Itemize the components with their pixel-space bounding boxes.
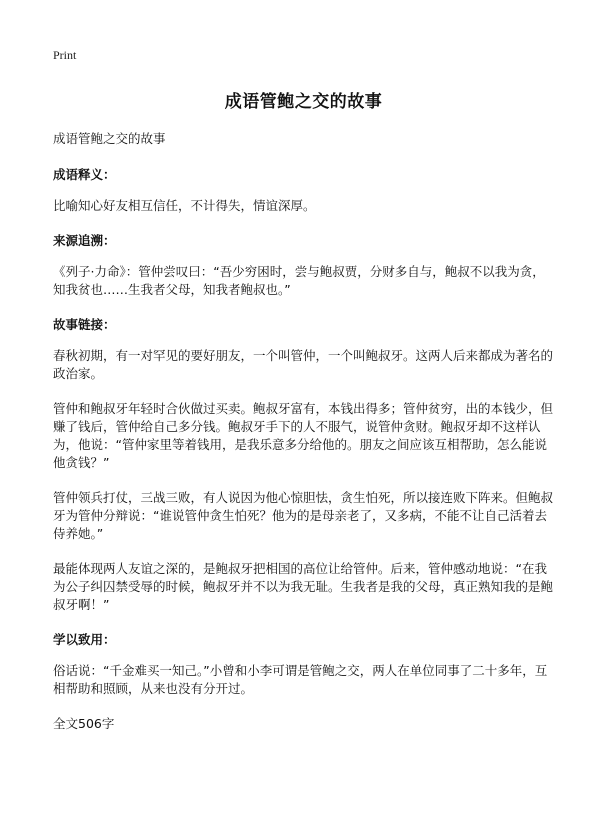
section-heading-story: 故事链接：: [53, 317, 116, 332]
section-origin: [53, 232, 554, 299]
origin-paragraph: 《列子·力命》：管仲尝叹曰：“吾少穷困时，尝与鲍叔贾，分财多自与，鲍叔不以我为贪，知我贫也……生我者父母，知我者鲍叔也。”: [53, 264, 545, 297]
section-usage: [53, 631, 554, 698]
article-subtitle: 成语管鲍之交的故事: [53, 131, 166, 146]
section-heading-meaning: 成语释义：: [53, 167, 116, 182]
print-link[interactable]: Print: [53, 48, 77, 62]
section-heading-usage: 学以致用：: [53, 632, 116, 647]
meaning-paragraph: 比喻知心好友相互信任，不计得失，情谊深厚。: [53, 198, 316, 213]
page-title: 成语管鲍之交的故事: [224, 92, 383, 112]
section-story: [53, 316, 554, 614]
story-paragraph-1: 春秋初期，有一对罕见的要好朋友，一个叫管仲，一个叫鲍叔牙。这两人后来都成为著名的政治家。: [53, 348, 554, 381]
story-paragraph-2: 管仲和鲍叔牙年轻时合伙做过买卖。鲍叔牙富有，本钱出得多；管仲贫穷，出的本钱少，但赚了钱后，管仲给自己多分钱。鲍叔牙手下的人不服气，说管仲贪财。鲍叔牙却不这样认为，他说：“管仲家里等着钱用，是我乐意多分给他的。朋友之间应该互相帮助，怎么能说他贪钱？”: [53, 401, 554, 470]
story-paragraph-3: 管仲领兵打仗，三战三败，有人说因为他心惊胆怯，贪生怕死，所以接连败下阵来。但鲍叔牙为管仲分辩说：“谁说管仲贪生怕死？他为的是母亲老了，又多病，不能不让自己活着去侍养她。”: [53, 490, 554, 541]
section-meaning: [53, 166, 554, 215]
word-count: 全文506字: [53, 716, 115, 731]
usage-paragraph: 俗话说：“千金难买一知己。”小曾和小李可谓是管鲍之交，两人在单位同事了二十多年，互相帮助和照顾，从来也没有分开过。: [53, 663, 548, 696]
story-paragraph-4: 最能体现两人友谊之深的，是鲍叔牙把相国的高位让给管仲。后来，管仲感动地说：“在我为公子纠囚禁受辱的时候，鲍叔牙并不以为我无耻。生我者是我的父母，真正熟知我的是鲍叔牙啊！”: [53, 561, 554, 612]
section-heading-origin: 来源追溯：: [53, 233, 116, 248]
